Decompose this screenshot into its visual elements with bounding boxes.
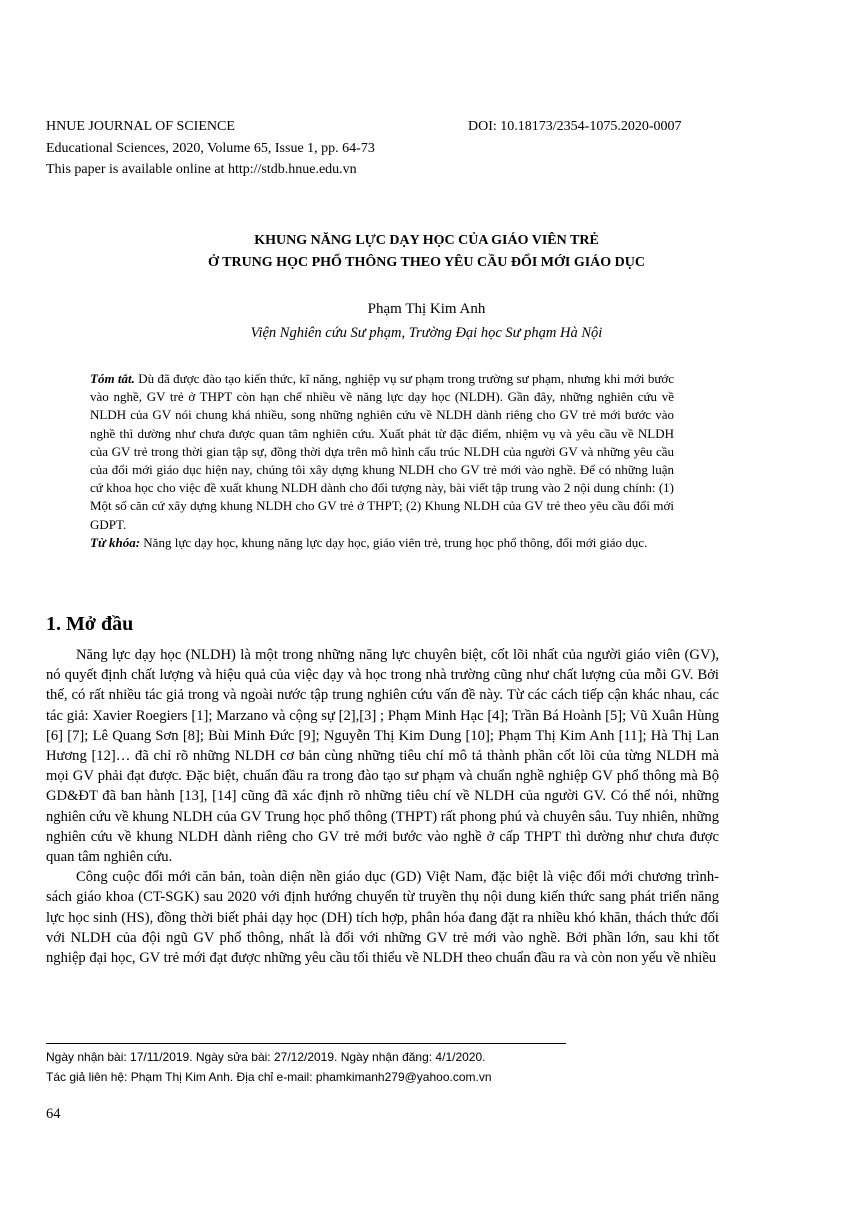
author-name: Phạm Thị Kim Anh bbox=[367, 301, 486, 317]
paper-title-line-2: Ở TRUNG HỌC PHỔ THÔNG THEO YÊU CẦU ĐỔI MỚI GIÁO DỤC bbox=[207, 255, 646, 270]
footnote-dates: Ngày nhận bài: 17/11/2019. Ngày sửa bài: 27/12/2019. Ngày nhận đăng: 4/1/2020. bbox=[46, 1050, 486, 1064]
body-paragraph-1: Năng lực dạy học (NLDH) là một trong những năng lực chuyên biệt, cốt lõi nhất của người giáo viên (GV), nó quyết định chất lượng và hiệu quả của việc dạy và học trong nhà trường cũng như chất lượng của mỗi GV. Bởi thế, có rất nhiều tác giả trong và ngoài nước tập trung nghiên cứu vấn đề này. Từ các cách tiếp cận khác nhau, các tác giả: Xavier Roegiers [1]; Marzano và cộng sự [2],[3] ; Phạm Minh Hạc [4]; Trần Bá Hoành [5]; Vũ Xuân Hùng [6] [7]; Lê Quang Sơn [8]; Bùi Minh Đức [9]; Nguyễn Thị Kim Dung [10]; Phạm Thị Kim Anh [11]; Hà Thị Lan Hương [12]… đã chỉ rõ những NLDH cơ bản cùng những tiêu chí mô tả thành phần cốt lõi của từng NLDH mà mọi GV phải đạt được. Đặc biệt, chuẩn đầu ra trong đào tạo sư phạm và chuẩn nghề nghiệp GV phổ thông mà Bộ GD&ĐT đã ban hành [13], [14] cũng đã xác định rõ những tiêu chí về NLDH của người GV. Có thể nói, những nghiên cứu về khung NLDH của GV Trung học phổ thông (THPT) rất phong phú và chuyên sâu. Tuy nhiên, những nghiên cứu về khung NLDH dành riêng cho GV trẻ mới bước vào nghề ở cấp THPT thì dường như chưa được quan tâm nghiên cứu. bbox=[46, 647, 719, 866]
keywords-label: Từ khóa: bbox=[90, 534, 141, 550]
online-availability: This paper is available online at http://stdb.hnue.edu.vn bbox=[46, 162, 357, 177]
section-heading: 1. Mở đầu bbox=[46, 613, 134, 635]
abstract-text: Dù đã được đào tạo kiến thức, kĩ năng, nghiệp vụ sư phạm trong trường sư phạm, nhưng khi mới bước vào nghề, GV trẻ ở THPT còn hạn chế nhiều về năng lực dạy học (NLDH). Gần đây, những nghiên cứu về NLDH của GV nói chung khá nhiều, song những nghiên cứu về NLDH dành riêng cho GV trẻ mới bước vào nghề thì dường như chưa được quan tâm nghiên cứu. Xuất phát từ đặc điểm, nhiệm vụ và yêu cầu về NLDH của GV trẻ trong thời gian tập sự, đồng thời dựa trên mô hình cấu trúc NLDH của người GV và những yêu cầu của đổi mới giáo dục hiện nay, chúng tôi xây dựng khung NLDH cho GV trẻ mới vào nghề. Để có những luận cứ khoa học cho việc đề xuất khung NLDH dành cho đối tượng này, bài viết tập trung vào 2 nội dung chính: (1) Một số căn cứ xây dựng khung NLDH cho GV trẻ ở THPT; (2) Khung NLDH của GV trẻ theo yêu cầu đổi mới GDPT. bbox=[90, 371, 675, 532]
section-body bbox=[46, 645, 719, 968]
author-affiliation: Viện Nghiên cứu Sư phạm, Trường Đại học Sư phạm Hà Nội bbox=[250, 325, 603, 341]
keywords-text: Năng lực dạy học, khung năng lực dạy học, giáo viên trẻ, trung học phổ thông, đổi mới giáo dục. bbox=[143, 534, 648, 550]
keywords-paragraph bbox=[90, 534, 674, 552]
abstract-paragraph bbox=[90, 370, 674, 534]
body-paragraph-2: Công cuộc đổi mới căn bản, toàn diện nền giáo dục (GD) Việt Nam, đặc biệt là việc đổi mới chương trình-sách giáo khoa (CT-SGK) sau 2020 với định hướng chuyển từ truyền thụ nội dung kiến thức sang phát triển năng lực học sinh (HS), đồng thời biết phải dạy học (DH) tích hợp, phân hóa đang đặt ra nhiều khó khăn, thách thức đối với NLDH của đội ngũ GV phổ thông, nhất là đối với những GV trẻ mới vào nghề. Bởi phần lớn, sau khi tốt nghiệp đại học, GV trẻ mới đạt được những yêu cầu tối thiểu về NLDH theo chuẩn đầu ra và còn non yếu về nhiều bbox=[46, 869, 719, 967]
doi: DOI: 10.18173/2354-1075.2020-0007 bbox=[468, 119, 682, 134]
issue-info: Educational Sciences, 2020, Volume 65, Issue 1, pp. 64-73 bbox=[46, 141, 375, 156]
journal-name: HNUE JOURNAL OF SCIENCE bbox=[46, 119, 235, 134]
abstract bbox=[90, 370, 674, 552]
footnote-contact: Tác giả liên hệ: Phạm Thị Kim Anh. Địa chỉ e-mail: phamkimanh279@yahoo.com.vn bbox=[46, 1070, 492, 1084]
footnote-divider bbox=[46, 1043, 566, 1044]
page-number: 64 bbox=[46, 1106, 61, 1122]
paper-title-line-1: KHUNG NĂNG LỰC DẠY HỌC CỦA GIÁO VIÊN TRẺ bbox=[254, 233, 599, 248]
abstract-label: Tóm tắt. bbox=[90, 371, 135, 386]
